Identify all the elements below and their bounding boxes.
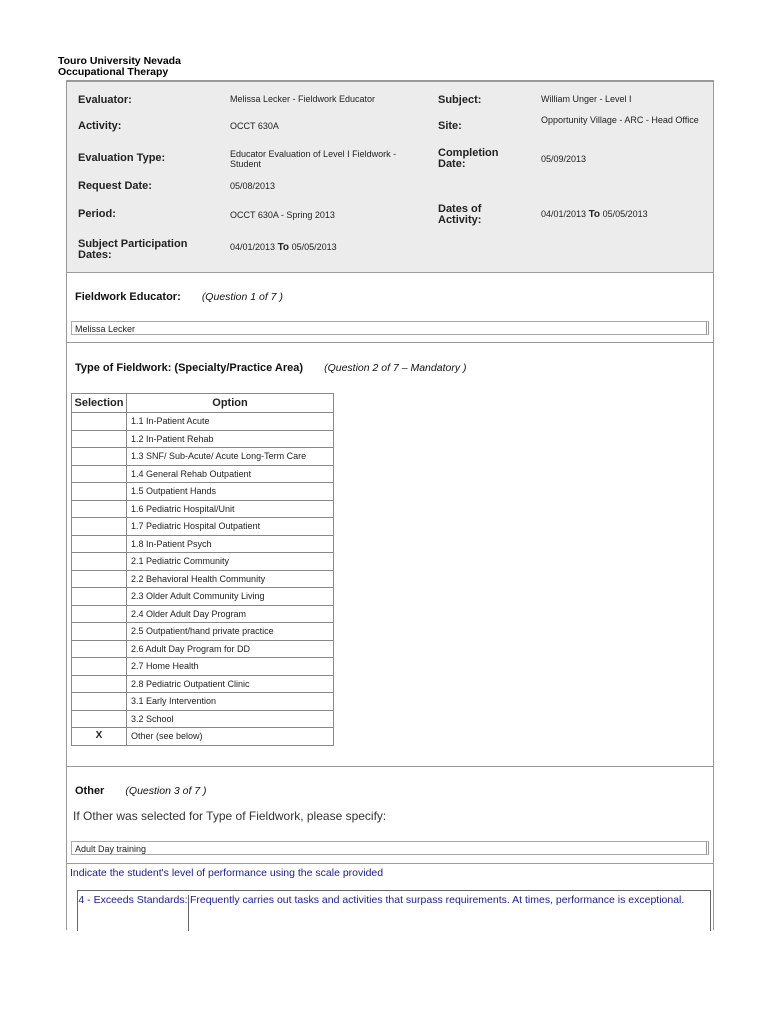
selection-cell[interactable] [72, 448, 127, 466]
organization-header [58, 56, 181, 78]
question1-number: (Question 1 of 7 ) [201, 291, 283, 303]
dates-of-activity-label: Dates of Activity: [438, 203, 482, 226]
option-cell: 2.3 Older Adult Community Living [127, 588, 334, 606]
table-row [72, 570, 334, 588]
option-cell: 2.8 Pediatric Outpatient Clinic [127, 675, 334, 693]
selection-cell[interactable] [72, 623, 127, 641]
selection-cell[interactable] [72, 675, 127, 693]
dates-of-activity-to: 05/05/2013 [602, 209, 648, 219]
selection-cell[interactable] [72, 605, 127, 623]
section-divider [67, 766, 713, 767]
table-header-row [72, 394, 334, 413]
evaluation-form [66, 80, 714, 930]
section-divider [67, 272, 713, 273]
activity-value: OCCT 630A [230, 121, 279, 131]
selection-cell[interactable] [72, 413, 127, 431]
table-row [72, 588, 334, 606]
evaluator-label: Evaluator: [78, 94, 132, 106]
dates-of-activity-from: 04/01/2013 [541, 209, 587, 219]
selection-cell[interactable] [72, 693, 127, 711]
option-cell: 1.5 Outpatient Hands [127, 483, 334, 501]
table-row [72, 553, 334, 571]
option-cell: 1.1 In-Patient Acute [127, 413, 334, 431]
table-row [72, 518, 334, 536]
evaluator-value: Melissa Lecker - Fieldwork Educator [230, 94, 376, 104]
table-row [72, 623, 334, 641]
table-row [72, 605, 334, 623]
participation-to: 05/05/2013 [291, 242, 337, 252]
performance-instruction: Indicate the student's level of performance using the scale provided [70, 867, 384, 879]
selection-cell[interactable]: X [72, 728, 127, 746]
selection-cell[interactable] [72, 518, 127, 536]
selection-cell[interactable] [72, 465, 127, 483]
scale-level-description: Frequently carries out tasks and activities that surpass requirements. At times, performance is exceptional. [190, 894, 685, 906]
option-cell: 2.6 Adult Day Program for DD [127, 640, 334, 658]
question3-heading [75, 785, 207, 797]
selection-cell[interactable] [72, 535, 127, 553]
option-cell: 3.2 School [127, 710, 334, 728]
table-row [72, 448, 334, 466]
table-row [72, 640, 334, 658]
table-row [72, 500, 334, 518]
question2-heading [75, 362, 466, 374]
completion-date-label: Completion Date: [438, 147, 499, 170]
option-column-header: Option [127, 394, 334, 413]
table-row [72, 483, 334, 501]
option-cell: Other (see below) [127, 728, 334, 746]
option-cell: 1.8 In-Patient Psych [127, 535, 334, 553]
question2-title: Type of Fieldwork: (Specialty/Practice Area) [75, 362, 304, 374]
table-row [72, 693, 334, 711]
option-cell: 2.5 Outpatient/hand private practice [127, 623, 334, 641]
evaluation-type-label: Evaluation Type: [78, 152, 166, 164]
department-name: Occupational Therapy [58, 66, 169, 78]
option-cell: 2.4 Older Adult Day Program [127, 605, 334, 623]
option-cell: 1.4 General Rehab Outpatient [127, 465, 334, 483]
table-row [72, 710, 334, 728]
fieldwork-type-rows [72, 413, 334, 746]
subject-value: William Unger - Level I [541, 94, 632, 104]
section-divider [67, 342, 713, 343]
selection-cell[interactable] [72, 430, 127, 448]
option-cell: 2.2 Behavioral Health Community [127, 570, 334, 588]
question1-answer-field[interactable]: Melissa Lecker [71, 321, 709, 335]
selection-cell[interactable] [72, 710, 127, 728]
question3-title: Other [75, 785, 105, 797]
section-divider [67, 863, 713, 864]
subject-participation-label: Subject Participation Dates: [78, 238, 188, 261]
option-cell: 1.2 In-Patient Rehab [127, 430, 334, 448]
dates-of-activity-value [541, 209, 648, 220]
selection-cell[interactable] [72, 500, 127, 518]
period-value: OCCT 630A - Spring 2013 [230, 210, 335, 220]
question1-title: Fieldwork Educator: [75, 291, 181, 303]
site-value: Opportunity Village - ARC - Head Office [541, 115, 699, 125]
table-row [72, 465, 334, 483]
option-cell: 1.7 Pediatric Hospital Outpatient [127, 518, 334, 536]
scale-level-label: 4 - Exceeds Standards: [78, 895, 189, 931]
table-row [72, 413, 334, 431]
option-cell: 3.1 Early Intervention [127, 693, 334, 711]
table-row [72, 430, 334, 448]
selection-cell[interactable] [72, 570, 127, 588]
selection-cell[interactable] [72, 483, 127, 501]
question3-number: (Question 3 of 7 ) [125, 785, 207, 797]
request-date-value: 05/08/2013 [230, 181, 276, 191]
selection-column-header: Selection [72, 394, 127, 413]
question3-answer-field[interactable]: Adult Day training [71, 841, 709, 855]
question1-heading [75, 291, 283, 303]
question2-number: (Question 2 of 7 – Mandatory ) [324, 362, 467, 374]
participation-to-word: To [277, 242, 290, 253]
evaluation-summary-panel [67, 80, 713, 273]
period-label: Period: [78, 208, 116, 220]
organization-name: Touro University Nevada [58, 55, 181, 67]
activity-label: Activity: [78, 120, 122, 132]
option-cell: 2.7 Home Health [127, 658, 334, 676]
table-row [72, 535, 334, 553]
performance-scale-row [77, 890, 711, 931]
question3-prompt: If Other was selected for Type of Fieldwork, please specify: [73, 809, 387, 823]
subject-participation-value [230, 242, 337, 253]
table-row [72, 728, 334, 746]
fieldwork-type-table [71, 393, 334, 746]
evaluation-type-value: Educator Evaluation of Level I Fieldwork - Student [230, 149, 397, 169]
request-date-label: Request Date: [78, 180, 152, 192]
dates-of-activity-to-word: To [588, 209, 601, 220]
selection-cell[interactable] [72, 658, 127, 676]
table-row [72, 658, 334, 676]
option-cell: 2.1 Pediatric Community [127, 553, 334, 571]
selection-cell[interactable] [72, 640, 127, 658]
selection-cell[interactable] [72, 553, 127, 571]
option-cell: 1.3 SNF/ Sub-Acute/ Acute Long-Term Care [127, 448, 334, 466]
site-label: Site: [438, 120, 462, 132]
completion-date-value: 05/09/2013 [541, 154, 587, 164]
selection-cell[interactable] [72, 588, 127, 606]
subject-label: Subject: [438, 94, 482, 106]
participation-from: 04/01/2013 [230, 242, 276, 252]
option-cell: 1.6 Pediatric Hospital/Unit [127, 500, 334, 518]
table-row [72, 675, 334, 693]
